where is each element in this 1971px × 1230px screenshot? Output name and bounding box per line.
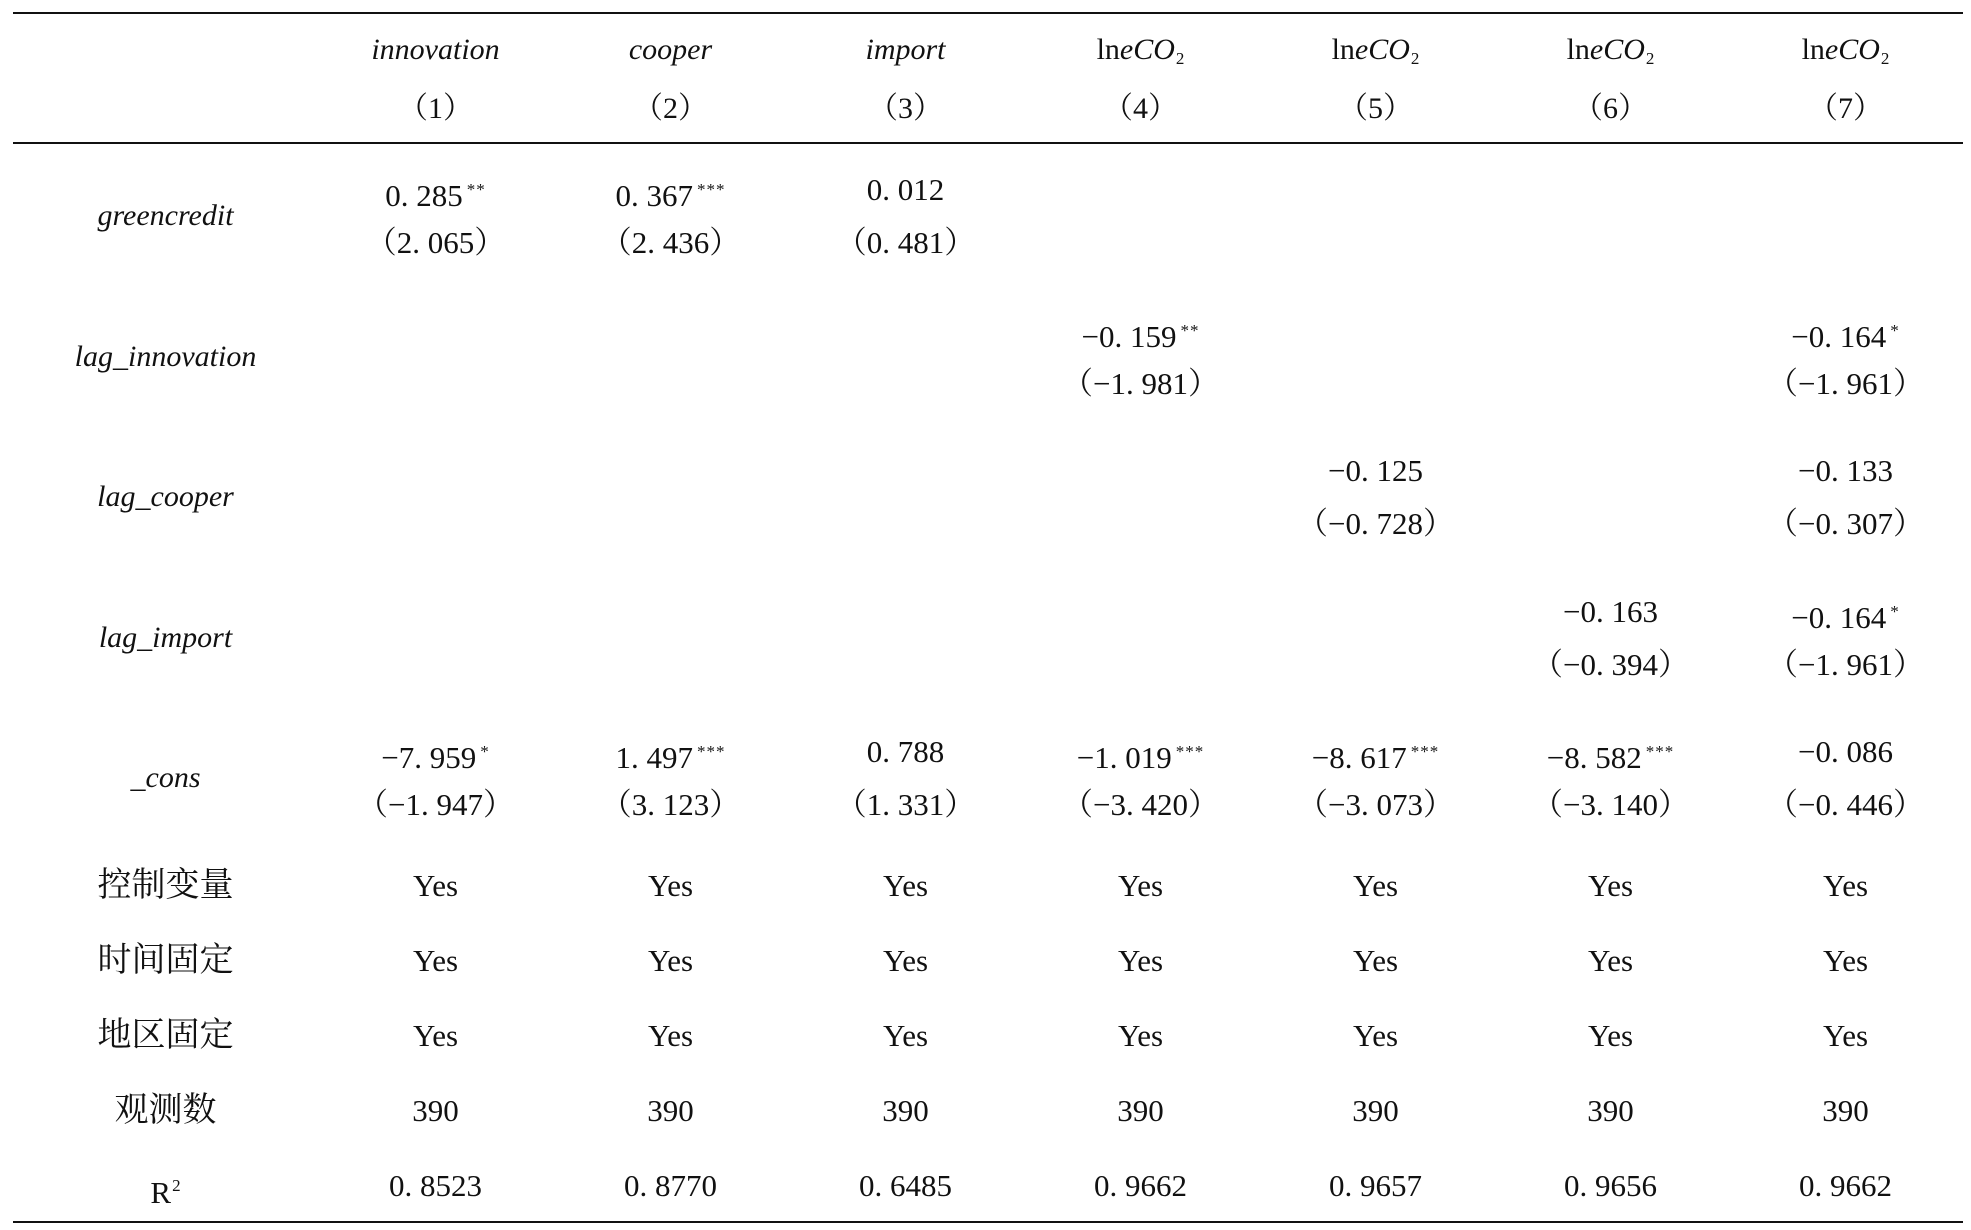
t-statistic: （−1. 981） (1062, 366, 1219, 401)
row-value: 0. 9656 (1564, 1168, 1657, 1203)
coef-value: −8. 582 (1546, 740, 1642, 775)
row-value: Yes (882, 943, 929, 978)
coef-value: −0. 133 (1798, 453, 1893, 488)
header-model-number: （6） (1573, 92, 1648, 125)
row-value: Yes (412, 943, 459, 978)
header-variable-prefix: ln (1801, 33, 1825, 66)
row-value: Yes (1352, 1018, 1399, 1053)
row-value: 0. 6485 (859, 1168, 952, 1203)
row-greencredit (13, 144, 1963, 285)
row-region-fixed (13, 998, 1963, 1073)
t-statistic: （−0. 394） (1532, 647, 1689, 682)
coef-cell (1023, 285, 1258, 426)
row-cons (13, 706, 1963, 847)
row-value: Yes (1352, 868, 1399, 903)
header-col-6 (1493, 14, 1728, 142)
coef-cell (1493, 566, 1728, 707)
significance-stars: *** (1410, 742, 1440, 761)
coef-cell (553, 144, 788, 285)
header-model-number: （2） (633, 92, 708, 125)
row-value: Yes (647, 943, 694, 978)
header-model-number: （5） (1338, 92, 1413, 125)
coef-value: −0. 163 (1563, 594, 1658, 629)
row-label-cell (13, 566, 318, 707)
row-label: lag_import (98, 621, 233, 654)
row-value: Yes (1117, 1018, 1164, 1053)
coef-value: 0. 788 (866, 734, 945, 769)
row-value: Yes (1822, 943, 1869, 978)
significance-stars: *** (1175, 742, 1205, 761)
header-variable: import (865, 33, 946, 66)
header-model-number: （3） (868, 92, 943, 125)
header-variable: eCO (1824, 33, 1880, 66)
coef-cell (318, 144, 553, 285)
coef-cell (318, 706, 553, 847)
coef-value: −0. 086 (1798, 734, 1893, 769)
row-value: Yes (1822, 868, 1869, 903)
coef-value: −0. 125 (1328, 453, 1423, 488)
coef-cell (1728, 425, 1963, 566)
row-value: Yes (412, 868, 459, 903)
coef-cell (1493, 706, 1728, 847)
row-lag-import (13, 566, 1963, 707)
t-statistic: （0. 481） (835, 225, 976, 260)
header-corner (13, 14, 318, 142)
row-label: 控制变量 (97, 867, 234, 904)
significance-stars: * (1890, 321, 1900, 340)
row-label: 地区固定 (97, 1017, 234, 1054)
coef-cell (1258, 706, 1493, 847)
row-value: Yes (1117, 868, 1164, 903)
coef-value: 0. 285 (385, 178, 463, 213)
significance-stars: * (480, 742, 490, 761)
row-value: Yes (1352, 943, 1399, 978)
row-value: Yes (412, 1018, 459, 1053)
header-variable: eCO (1119, 33, 1175, 66)
row-value: Yes (1587, 868, 1634, 903)
row-label: 时间固定 (97, 942, 234, 979)
row-label (13, 1148, 318, 1223)
row-label-cell (13, 285, 318, 426)
coef-cell (788, 706, 1023, 847)
row-value: Yes (647, 868, 694, 903)
row-label: 观测数 (114, 1092, 217, 1129)
t-statistic: （3. 123） (600, 787, 741, 822)
r-squared-base: R (150, 1175, 172, 1210)
header-model-number: （1） (398, 92, 473, 125)
row-value: 0. 9662 (1094, 1168, 1187, 1203)
significance-stars: * (1890, 602, 1900, 621)
header-model-number: （7） (1808, 92, 1883, 125)
header-variable: eCO (1589, 33, 1645, 66)
row-lag-innovation (13, 285, 1963, 426)
header-variable-prefix: ln (1096, 33, 1120, 66)
significance-stars: *** (697, 180, 726, 199)
header-variable-subscript: 2 (1880, 49, 1890, 68)
header-col-7 (1728, 14, 1963, 142)
coef-cell (1258, 425, 1493, 566)
header-variable: innovation (371, 33, 500, 66)
row-value: 390 (647, 1093, 694, 1128)
coef-cell (553, 706, 788, 847)
coef-value: −0. 159 (1081, 319, 1177, 354)
row-value: 390 (412, 1093, 459, 1128)
row-value: 0. 9662 (1799, 1168, 1892, 1203)
coef-cell (1728, 285, 1963, 426)
coef-value: −0. 164 (1791, 600, 1887, 635)
row-value: Yes (647, 1018, 694, 1053)
t-statistic: （−3. 140） (1532, 787, 1689, 822)
coef-value: 1. 497 (615, 740, 693, 775)
t-statistic: （−1. 961） (1767, 647, 1924, 682)
coef-cell (1728, 566, 1963, 707)
row-label: greencredit (97, 199, 234, 232)
row-value: 0. 9657 (1329, 1168, 1422, 1203)
r-squared-superscript: 2 (172, 1176, 181, 1195)
coef-value: −8. 617 (1311, 740, 1407, 775)
header-variable-prefix: ln (1566, 33, 1590, 66)
t-statistic: （1. 331） (835, 787, 976, 822)
t-statistic: （−3. 420） (1062, 787, 1219, 822)
coef-value: −0. 164 (1791, 319, 1887, 354)
row-lag-cooper (13, 425, 1963, 566)
header-variable: eCO (1354, 33, 1410, 66)
significance-stars: *** (1645, 742, 1675, 761)
t-statistic: （2. 436） (600, 225, 741, 260)
row-label-cell (13, 706, 318, 847)
t-statistic: （−1. 961） (1767, 366, 1924, 401)
header-variable-subscript: 2 (1410, 49, 1420, 68)
t-statistic: （−0. 728） (1297, 506, 1454, 541)
coef-value: 0. 367 (615, 178, 693, 213)
t-statistic: （−0. 446） (1767, 787, 1924, 822)
header-col-3 (788, 14, 1023, 142)
coef-cell (1728, 706, 1963, 847)
header-col-5 (1258, 14, 1493, 142)
header-variable-prefix: ln (1331, 33, 1355, 66)
row-value: Yes (1117, 943, 1164, 978)
coef-value: −1. 019 (1076, 740, 1172, 775)
row-value: Yes (882, 868, 929, 903)
row-value: 390 (1117, 1093, 1164, 1128)
row-value: Yes (1822, 1018, 1869, 1053)
row-r-squared (13, 1148, 1963, 1223)
row-label-cell (13, 425, 318, 566)
significance-stars: ** (466, 180, 486, 199)
row-label-cell (13, 144, 318, 285)
t-statistic: （2. 065） (365, 225, 506, 260)
header-variable-subscript: 2 (1645, 49, 1655, 68)
row-control-variables (13, 848, 1963, 923)
row-value: 0. 8770 (624, 1168, 717, 1203)
t-statistic: （−0. 307） (1767, 506, 1924, 541)
significance-stars: ** (1180, 321, 1200, 340)
row-value: Yes (1587, 943, 1634, 978)
header-model-number: （4） (1103, 92, 1178, 125)
row-value: 0. 8523 (389, 1168, 482, 1203)
header-row (13, 14, 1963, 142)
row-observations (13, 1073, 1963, 1148)
t-statistic: （−1. 947） (357, 787, 514, 822)
row-value: 390 (882, 1093, 929, 1128)
coef-cell (788, 144, 1023, 285)
row-label: lag_innovation (74, 340, 257, 373)
row-value: Yes (1587, 1018, 1634, 1053)
header-col-4 (1023, 14, 1258, 142)
row-time-fixed (13, 923, 1963, 998)
header-variable: cooper (628, 33, 713, 66)
header-col-2 (553, 14, 788, 142)
coef-value: −7. 959 (381, 740, 477, 775)
row-label: lag_cooper (97, 480, 234, 513)
t-statistic: （−3. 073） (1297, 787, 1454, 822)
row-value: 390 (1587, 1093, 1634, 1128)
coef-value: 0. 012 (866, 172, 945, 207)
row-value: Yes (882, 1018, 929, 1053)
row-label: _cons (130, 761, 201, 794)
row-value: 390 (1822, 1093, 1869, 1128)
row-value: 390 (1352, 1093, 1399, 1128)
header-col-1 (318, 14, 553, 142)
significance-stars: *** (697, 742, 726, 761)
header-variable-subscript: 2 (1175, 49, 1185, 68)
coef-cell (1023, 706, 1258, 847)
